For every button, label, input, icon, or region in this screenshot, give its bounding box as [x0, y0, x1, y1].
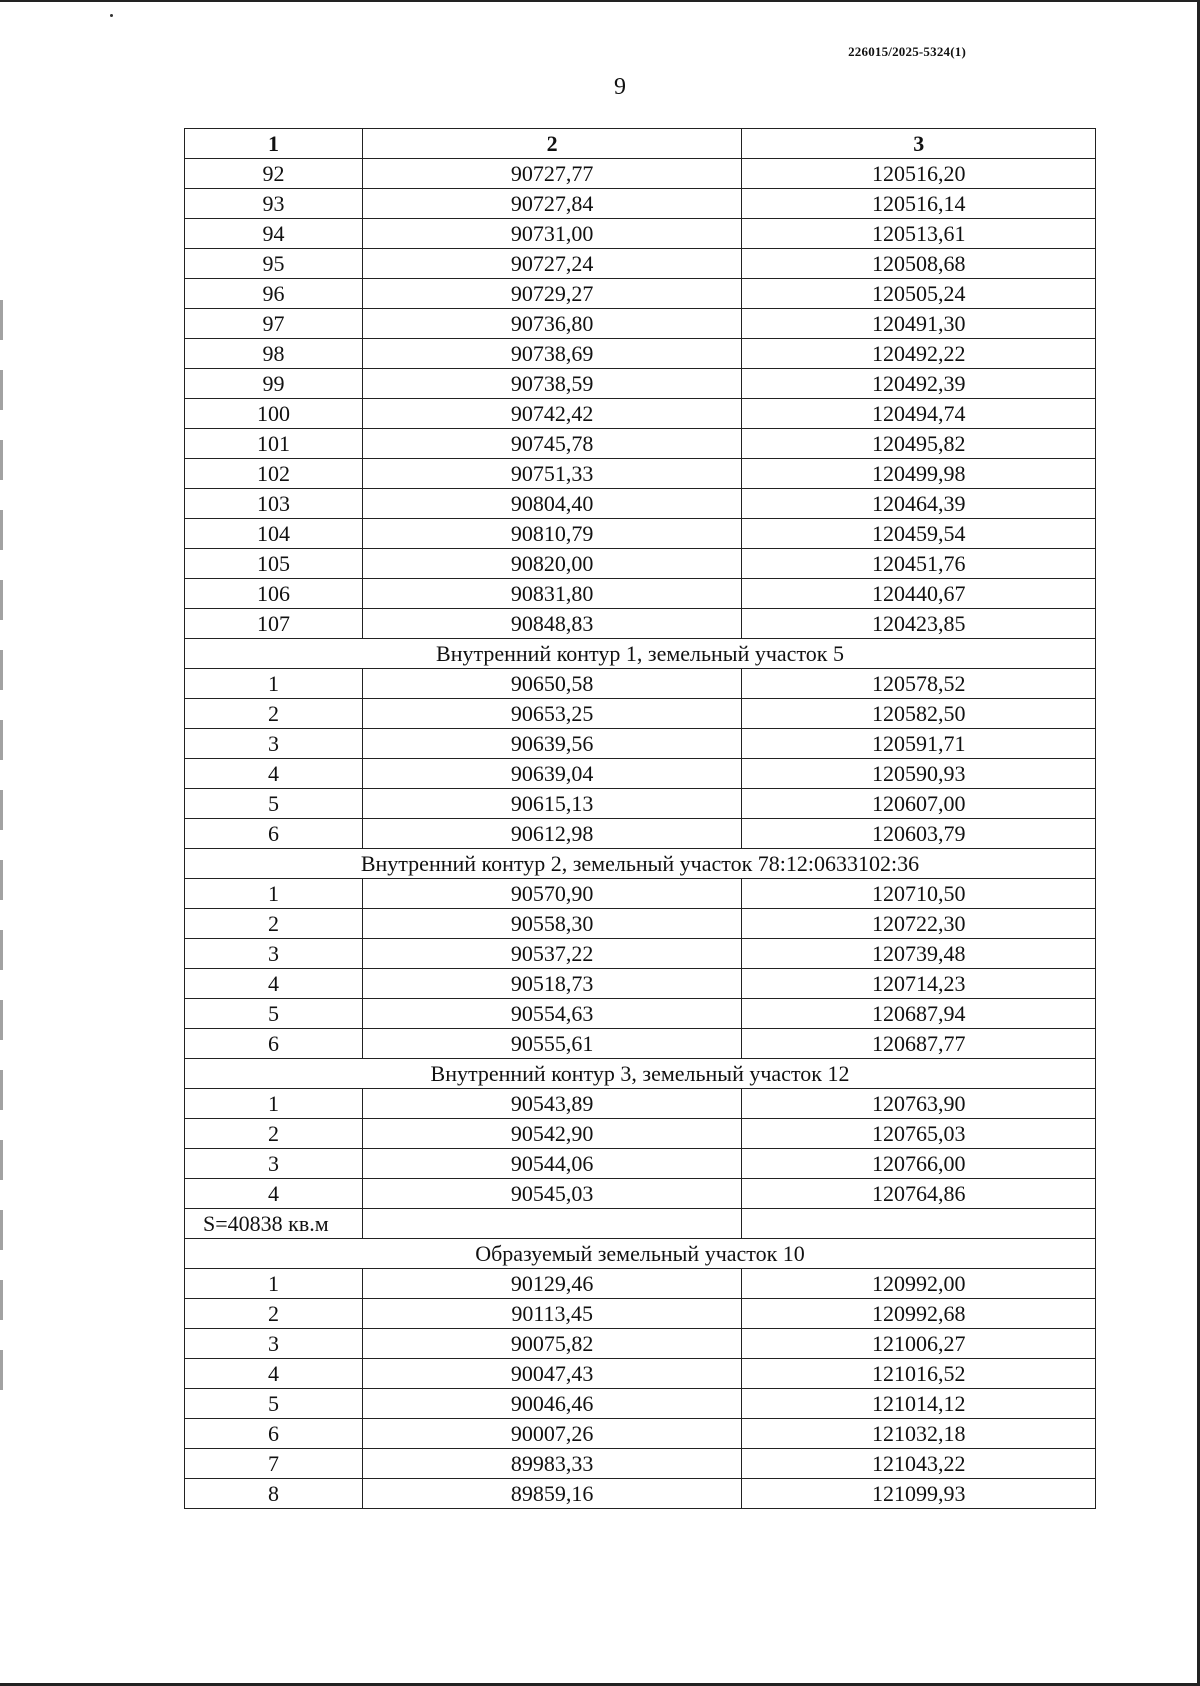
coord-x-cell: 90727,77 — [362, 159, 741, 189]
coord-x-cell: 90047,43 — [362, 1359, 741, 1389]
coord-y-cell: 120591,71 — [742, 729, 1096, 759]
coord-x-cell: 90639,04 — [362, 759, 741, 789]
point-number-cell: 3 — [185, 939, 363, 969]
coordinates-table — [184, 128, 1096, 1509]
table-row — [185, 969, 1096, 999]
table-row — [185, 1089, 1096, 1119]
point-number-cell: 3 — [185, 1149, 363, 1179]
table-row — [185, 909, 1096, 939]
point-number-cell: 8 — [185, 1479, 363, 1509]
area-value: S=40838 кв.м — [185, 1209, 363, 1239]
coord-y-cell: 120516,20 — [742, 159, 1096, 189]
coord-x-cell: 90820,00 — [362, 549, 741, 579]
table-body — [185, 159, 1096, 1509]
empty-cell — [362, 1209, 741, 1239]
empty-cell — [742, 1209, 1096, 1239]
table-row — [185, 549, 1096, 579]
coord-x-cell: 90555,61 — [362, 1029, 741, 1059]
coord-y-cell: 120513,61 — [742, 219, 1096, 249]
header-col-2: 2 — [362, 129, 741, 159]
table-row — [185, 999, 1096, 1029]
coord-y-cell: 120722,30 — [742, 909, 1096, 939]
area-row — [185, 1209, 1096, 1239]
table-row — [185, 1389, 1096, 1419]
table-row — [185, 219, 1096, 249]
coord-x-cell: 90639,56 — [362, 729, 741, 759]
point-number-cell: 1 — [185, 879, 363, 909]
table-row — [185, 1419, 1096, 1449]
table-row — [185, 489, 1096, 519]
table-row — [185, 309, 1096, 339]
point-number-cell: 6 — [185, 819, 363, 849]
page-number: 9 — [614, 74, 626, 100]
table-row — [185, 249, 1096, 279]
coord-y-cell: 120763,90 — [742, 1089, 1096, 1119]
table-row — [185, 399, 1096, 429]
coord-x-cell: 90570,90 — [362, 879, 741, 909]
point-number-cell: 102 — [185, 459, 363, 489]
header-row — [185, 129, 1096, 159]
scan-edge-marks — [0, 300, 3, 1400]
table-row — [185, 519, 1096, 549]
point-number-cell: 95 — [185, 249, 363, 279]
coord-x-cell: 89983,33 — [362, 1449, 741, 1479]
coord-x-cell: 90751,33 — [362, 459, 741, 489]
point-number-cell: 1 — [185, 669, 363, 699]
coord-y-cell: 120505,24 — [742, 279, 1096, 309]
table-row — [185, 279, 1096, 309]
coord-y-cell: 121032,18 — [742, 1419, 1096, 1449]
coord-x-cell: 90729,27 — [362, 279, 741, 309]
coord-y-cell: 121016,52 — [742, 1359, 1096, 1389]
coord-y-cell: 120492,39 — [742, 369, 1096, 399]
coord-y-cell: 120451,76 — [742, 549, 1096, 579]
table-row — [185, 819, 1096, 849]
point-number-cell: 103 — [185, 489, 363, 519]
point-number-cell: 1 — [185, 1089, 363, 1119]
coord-y-cell: 121014,12 — [742, 1389, 1096, 1419]
coord-x-cell: 90727,24 — [362, 249, 741, 279]
coord-y-cell: 120766,00 — [742, 1149, 1096, 1179]
coord-x-cell: 90543,89 — [362, 1089, 741, 1119]
coord-x-cell: 90554,63 — [362, 999, 741, 1029]
table-row — [185, 429, 1096, 459]
coord-x-cell: 90129,46 — [362, 1269, 741, 1299]
point-number-cell: 94 — [185, 219, 363, 249]
coord-y-cell: 120714,23 — [742, 969, 1096, 999]
table-row — [185, 759, 1096, 789]
point-number-cell: 106 — [185, 579, 363, 609]
coord-y-cell: 120464,39 — [742, 489, 1096, 519]
table-row — [185, 699, 1096, 729]
coord-x-cell: 90615,13 — [362, 789, 741, 819]
coord-x-cell: 90558,30 — [362, 909, 741, 939]
table-header — [185, 129, 1096, 159]
table-row — [185, 1449, 1096, 1479]
coord-x-cell: 90848,83 — [362, 609, 741, 639]
table-row — [185, 459, 1096, 489]
scan-speck — [110, 14, 113, 17]
point-number-cell: 5 — [185, 1389, 363, 1419]
coord-y-cell: 120516,14 — [742, 189, 1096, 219]
table-row — [185, 879, 1096, 909]
coord-y-cell: 120582,50 — [742, 699, 1096, 729]
table-row — [185, 609, 1096, 639]
coord-x-cell: 89859,16 — [362, 1479, 741, 1509]
coord-y-cell: 120687,77 — [742, 1029, 1096, 1059]
point-number-cell: 96 — [185, 279, 363, 309]
table-row — [185, 939, 1096, 969]
coord-x-cell: 90542,90 — [362, 1119, 741, 1149]
document-number: 226015/2025-5324(1) — [848, 44, 966, 59]
coord-y-cell: 120992,00 — [742, 1269, 1096, 1299]
coord-y-cell: 120491,30 — [742, 309, 1096, 339]
coord-y-cell: 120508,68 — [742, 249, 1096, 279]
coord-x-cell: 90046,46 — [362, 1389, 741, 1419]
point-number-cell: 107 — [185, 609, 363, 639]
table-row — [185, 1119, 1096, 1149]
table-row — [185, 1359, 1096, 1389]
table-row — [185, 1149, 1096, 1179]
coord-x-cell: 90537,22 — [362, 939, 741, 969]
section-title: Образуемый земельный участок 10 — [185, 1239, 1096, 1269]
table-row — [185, 789, 1096, 819]
coord-y-cell: 120492,22 — [742, 339, 1096, 369]
coord-y-cell: 121099,93 — [742, 1479, 1096, 1509]
point-number-cell: 100 — [185, 399, 363, 429]
point-number-cell: 99 — [185, 369, 363, 399]
coord-y-cell: 120764,86 — [742, 1179, 1096, 1209]
table-row — [185, 729, 1096, 759]
point-number-cell: 2 — [185, 699, 363, 729]
point-number-cell: 4 — [185, 1179, 363, 1209]
point-number-cell: 104 — [185, 519, 363, 549]
coord-y-cell: 120603,79 — [742, 819, 1096, 849]
table-row — [185, 1179, 1096, 1209]
header-col-3: 3 — [742, 129, 1096, 159]
table-row — [185, 339, 1096, 369]
point-number-cell: 93 — [185, 189, 363, 219]
point-number-cell: 105 — [185, 549, 363, 579]
point-number-cell: 1 — [185, 1269, 363, 1299]
point-number-cell: 6 — [185, 1419, 363, 1449]
point-number-cell: 6 — [185, 1029, 363, 1059]
point-number-cell: 101 — [185, 429, 363, 459]
section-title: Внутренний контур 1, земельный участок 5 — [185, 639, 1096, 669]
coord-x-cell: 90831,80 — [362, 579, 741, 609]
point-number-cell: 5 — [185, 999, 363, 1029]
coord-x-cell: 90745,78 — [362, 429, 741, 459]
coord-x-cell: 90545,03 — [362, 1179, 741, 1209]
coord-y-cell: 120495,82 — [742, 429, 1096, 459]
point-number-cell: 2 — [185, 1299, 363, 1329]
coord-x-cell: 90742,42 — [362, 399, 741, 429]
coord-x-cell: 90804,40 — [362, 489, 741, 519]
coord-y-cell: 120494,74 — [742, 399, 1096, 429]
point-number-cell: 7 — [185, 1449, 363, 1479]
coord-x-cell: 90113,45 — [362, 1299, 741, 1329]
point-number-cell: 98 — [185, 339, 363, 369]
coord-y-cell: 120765,03 — [742, 1119, 1096, 1149]
coord-y-cell: 120992,68 — [742, 1299, 1096, 1329]
coord-x-cell: 90650,58 — [362, 669, 741, 699]
coord-y-cell: 120739,48 — [742, 939, 1096, 969]
table-row — [185, 1029, 1096, 1059]
coord-y-cell: 120423,85 — [742, 609, 1096, 639]
table-row — [185, 1329, 1096, 1359]
coord-x-cell: 90738,59 — [362, 369, 741, 399]
coord-y-cell: 120578,52 — [742, 669, 1096, 699]
header-col-1: 1 — [185, 129, 363, 159]
point-number-cell: 92 — [185, 159, 363, 189]
table-row — [185, 369, 1096, 399]
table-row — [185, 669, 1096, 699]
point-number-cell: 97 — [185, 309, 363, 339]
coord-x-cell: 90518,73 — [362, 969, 741, 999]
coord-x-cell: 90731,00 — [362, 219, 741, 249]
coord-y-cell: 120607,00 — [742, 789, 1096, 819]
coord-x-cell: 90612,98 — [362, 819, 741, 849]
section-title-row — [185, 639, 1096, 669]
coord-y-cell: 120459,54 — [742, 519, 1096, 549]
coord-x-cell: 90075,82 — [362, 1329, 741, 1359]
point-number-cell: 2 — [185, 1119, 363, 1149]
coord-x-cell: 90727,84 — [362, 189, 741, 219]
section-title-row — [185, 1059, 1096, 1089]
table-row — [185, 1299, 1096, 1329]
coord-y-cell: 121043,22 — [742, 1449, 1096, 1479]
table-row — [185, 189, 1096, 219]
coord-y-cell: 120440,67 — [742, 579, 1096, 609]
coord-y-cell: 120590,93 — [742, 759, 1096, 789]
section-title: Внутренний контур 2, земельный участок 78:12:0633102:36 — [185, 849, 1096, 879]
coord-x-cell: 90653,25 — [362, 699, 741, 729]
table-row — [185, 159, 1096, 189]
coord-x-cell: 90544,06 — [362, 1149, 741, 1179]
coord-x-cell: 90007,26 — [362, 1419, 741, 1449]
coord-y-cell: 120499,98 — [742, 459, 1096, 489]
coord-y-cell: 120687,94 — [742, 999, 1096, 1029]
coord-x-cell: 90738,69 — [362, 339, 741, 369]
section-title-row — [185, 849, 1096, 879]
table-row — [185, 579, 1096, 609]
point-number-cell: 4 — [185, 969, 363, 999]
table-row — [185, 1269, 1096, 1299]
point-number-cell: 3 — [185, 729, 363, 759]
point-number-cell: 4 — [185, 1359, 363, 1389]
coord-x-cell: 90810,79 — [362, 519, 741, 549]
coord-y-cell: 120710,50 — [742, 879, 1096, 909]
point-number-cell: 3 — [185, 1329, 363, 1359]
section-title: Внутренний контур 3, земельный участок 12 — [185, 1059, 1096, 1089]
section-title-row — [185, 1239, 1096, 1269]
coord-x-cell: 90736,80 — [362, 309, 741, 339]
point-number-cell: 4 — [185, 759, 363, 789]
point-number-cell: 2 — [185, 909, 363, 939]
point-number-cell: 5 — [185, 789, 363, 819]
coord-y-cell: 121006,27 — [742, 1329, 1096, 1359]
table-row — [185, 1479, 1096, 1509]
